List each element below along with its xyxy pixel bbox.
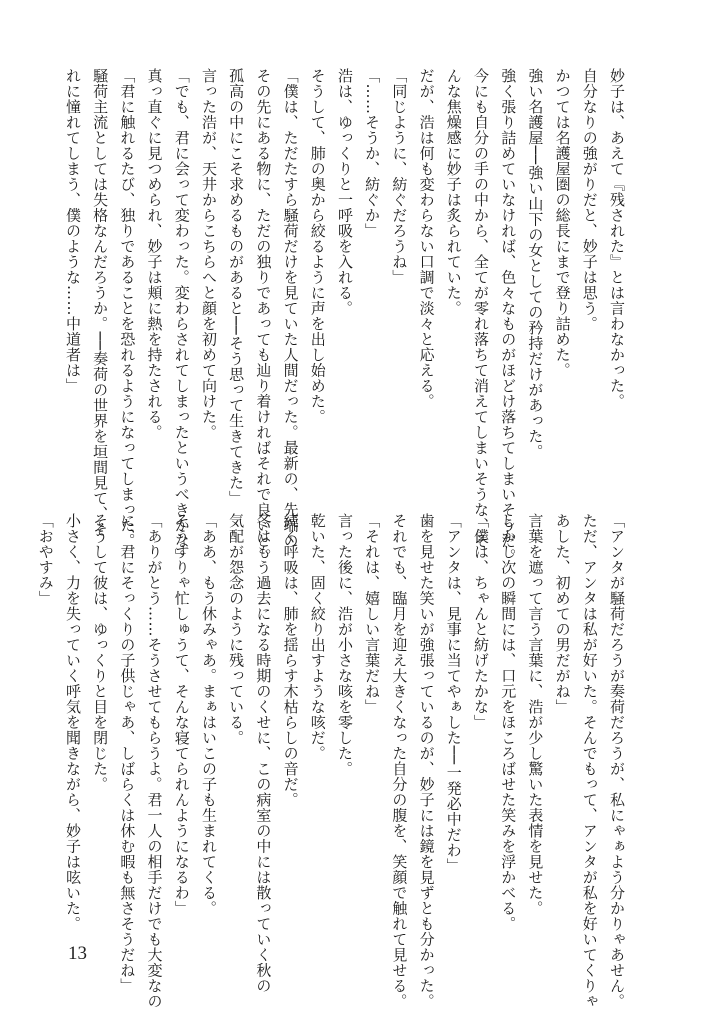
text-line: に、君にそっくりの子供じゃあ、しばらくは休む暇も無さそうだね」 <box>118 513 137 994</box>
text-line: 今にも自分の手の中から、全てが零れ落ちて消えてしまいそうな、そ <box>471 68 490 549</box>
text-line: 言った後に、浩が小さな咳を零した。 <box>335 513 354 777</box>
text-block-top <box>63 68 630 564</box>
text-line: しかし次の瞬間には、口元をほころばせた笑みを浮かべる。 <box>499 513 518 932</box>
text-line: 「でも、君に会って変わった。変わらされてしまったというべきかな」 <box>172 68 191 564</box>
text-line: 自分なりの強がりだと、妙子は思う。 <box>580 68 599 332</box>
text-line: 妙子は、あえて『残された』とは言わなかった。 <box>608 68 626 409</box>
text-line: それでも、臨月を迎え大きくなった自分の腹を、笑顔で触れて見せる。 <box>390 513 409 1009</box>
text-line: 冬はもう過去になる時期のくせに、この病室の中には散っていく秋の <box>254 513 273 994</box>
text-line: んな焦燥感に妙子は炙られていた。 <box>444 68 463 316</box>
text-line: 言った浩が、天井からこちらへと顔を初めて向けた。 <box>199 68 218 440</box>
text-line: かつては名護屋圏の総長にまで登り詰めた。 <box>553 68 572 378</box>
text-line: 小さく、力を失っていく呼気を聞きながら、妙子は呟いた。 <box>63 513 82 932</box>
page-number: 13 <box>68 943 87 964</box>
text-line: 気配が怨念のように残っている。 <box>227 513 246 746</box>
text-line: 孤高の中にこそ求めるものがあると──そう思って生きてきた」 <box>227 68 246 506</box>
text-line: 「ありがとう……そうさせてもらうよ。君一人の相手だけでも大変なの <box>145 513 164 1009</box>
text-line: だが、浩は何も変わらない口調で淡々と応える。 <box>417 68 436 409</box>
text-line: 「君に触れるたび、独りであることを恐れるようになってしまった。 <box>118 68 137 549</box>
text-line: 「……そうか、紡ぐか」 <box>363 68 382 239</box>
text-line: 浩は、ゆっくりと一呼吸を入れる。 <box>335 68 354 316</box>
text-line: そうすりゃ忙しゅうて、そんな寝てられんようになるわ」 <box>172 513 191 916</box>
text-line: そうして、肺の奥から絞るように声を出し始めた。 <box>308 68 327 425</box>
text-line: 「それは、嬉しい言葉だね」 <box>363 513 382 715</box>
text-line: 真っ直ぐに見つめられ、妙子は頬に熱を持たされる。 <box>145 68 164 440</box>
text-line: 強い名護屋──強い山下の女としての矜持だけがあった。 <box>526 68 545 460</box>
text-line: 「僕は、ちゃんと紡げたかな」 <box>471 513 490 730</box>
text-line: れに憧れてしまう、僕のような……中道者は」 <box>63 68 82 394</box>
text-line: 乾いた、固く絞り出すような咳だ。 <box>308 513 327 761</box>
text-line: そうして彼は、ゆっくりと目を閉じた。 <box>91 513 110 792</box>
text-line: 「おやすみ」 <box>36 513 55 606</box>
text-line: 「僕は、ただたすら騒荷だけを見ていた人間だった。最新の、先端の <box>281 68 300 549</box>
text-line: 強く張り詰めていなければ、色々なものがほどけ落ちてしまいそうだ。 <box>499 68 518 564</box>
text-line: 「アンタは、見事に当てやぁした──一発必中だわ」 <box>444 513 463 874</box>
text-line: 続く呼吸は、肺を揺らす木枯らしの音だ。 <box>281 513 300 808</box>
text-line: ただ、アンタは私が好いた。そんでもって、アンタが私を好いてくりゃ <box>580 513 599 1009</box>
text-line: 「同じように、紡ぐだろうね」 <box>390 68 409 285</box>
text-line: 「ああ、もう休みゃあ。まぁはいこの子も生まれてくる。 <box>199 513 218 916</box>
text-line: その先にある物に、ただの独りであっても辿り着ければそれで良いと。 <box>254 68 273 564</box>
text-line: 言葉を遮って言う言葉に、浩が少し驚いた表情を見せた。 <box>526 513 545 916</box>
text-line: 騒荷主流としては失格なんだろうか。──奏荷の世界を垣間見て、そ <box>91 68 110 537</box>
text-line: 歯を見せた笑いが強張っているのが、妙子には鏡を見ずとも分かった。 <box>417 513 436 1009</box>
text-line: 「アンタが騒荷だろうが奏荷だろうが、私にゃぁよう分かりゃあせん。 <box>608 513 626 1009</box>
text-line: あした、初めての男だがね」 <box>553 513 572 715</box>
